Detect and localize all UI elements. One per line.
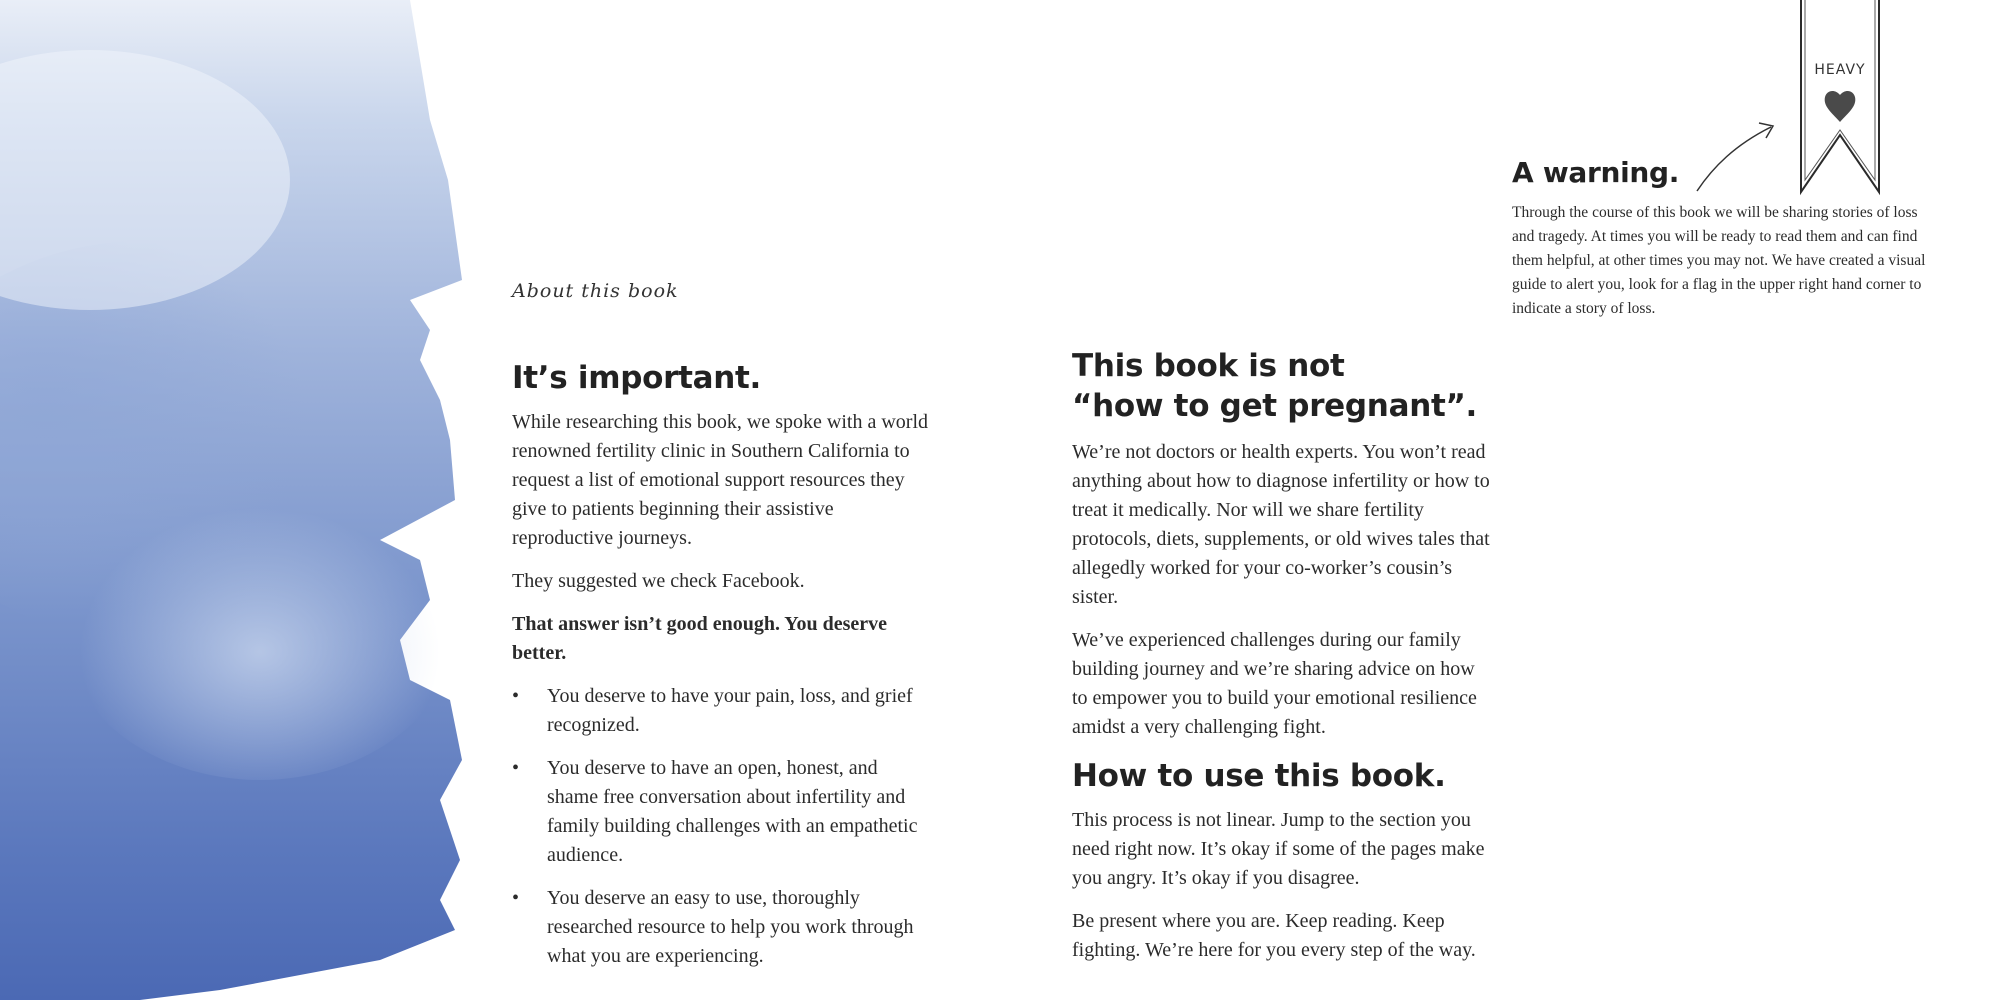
warning-section [1512, 155, 1942, 321]
not-book-column [1072, 346, 1492, 979]
warning-heading: A warning. [1512, 156, 1680, 189]
bullet-icon: • [512, 685, 520, 707]
not-book-heading [1072, 346, 1492, 426]
how-to-use-paragraph: This process is not linear. Jump to the section you need right now. It’s okay if some of the pages make you angry. It’s okay if you disagree. [1072, 809, 1485, 889]
not-book-paragraph: We’ve experienced challenges during our family building journey and we’re sharing advice on how to empower you to build your emotional resilience amidst a very challenging fight. [1072, 629, 1477, 738]
important-heading: It’s important. [512, 360, 761, 396]
section-label: About this book [512, 280, 679, 302]
list-item [512, 884, 932, 971]
how-to-use-paragraph: Be present where you are. Keep reading. Keep fighting. We’re here for you every step of the way. [1072, 910, 1476, 961]
deserve-list [512, 682, 932, 971]
warning-text: Through the course of this book we will be sharing stories of loss and tragedy. At times you will be ready to read them and can find them helpful, at other times you may not. We have created a visual guide to alert you, look for a flag in the upper right hand corner to indicate a story of loss. [1512, 204, 1926, 317]
how-to-use-heading: How to use this book. [1072, 758, 1446, 794]
important-paragraph: While researching this book, we spoke with a world renowned fertility clinic in Southern California to request a list of emotional support resources they give to patients beginning their assistive reproductive journeys. [512, 411, 929, 549]
not-book-heading-line1: This book is not [1072, 348, 1345, 384]
bullet-icon: • [512, 887, 520, 909]
not-book-heading-line2: “how to get pregnant”. [1072, 388, 1478, 424]
list-item [512, 754, 932, 870]
important-bold-line: That answer isn’t good enough. You deserve better. [512, 613, 888, 664]
heart-icon [1825, 91, 1856, 122]
bullet-icon: • [512, 757, 520, 779]
watercolor-background [0, 0, 500, 1000]
not-book-paragraph: We’re not doctors or health experts. You won’t read anything about how to diagnose infertility or how to treat it medically. Nor will we share fertility protocols, diets, supplements, or old wives tales that allegedly worked for your co-worker’s cousin’s sister. [1072, 441, 1490, 608]
important-paragraph: They suggested we check Facebook. [512, 570, 805, 592]
important-column [512, 358, 932, 985]
list-item-text: You deserve to have an open, honest, and shame free conversation about infertility and family building challenges with an empathetic audience. [547, 757, 918, 866]
flag-label: HEAVY [1814, 62, 1866, 78]
list-item-text: You deserve an easy to use, thoroughly researched resource to help you work through what you are experiencing. [547, 887, 914, 967]
list-item-text: You deserve to have your pain, loss, and grief recognized. [547, 685, 913, 736]
list-item [512, 682, 932, 740]
